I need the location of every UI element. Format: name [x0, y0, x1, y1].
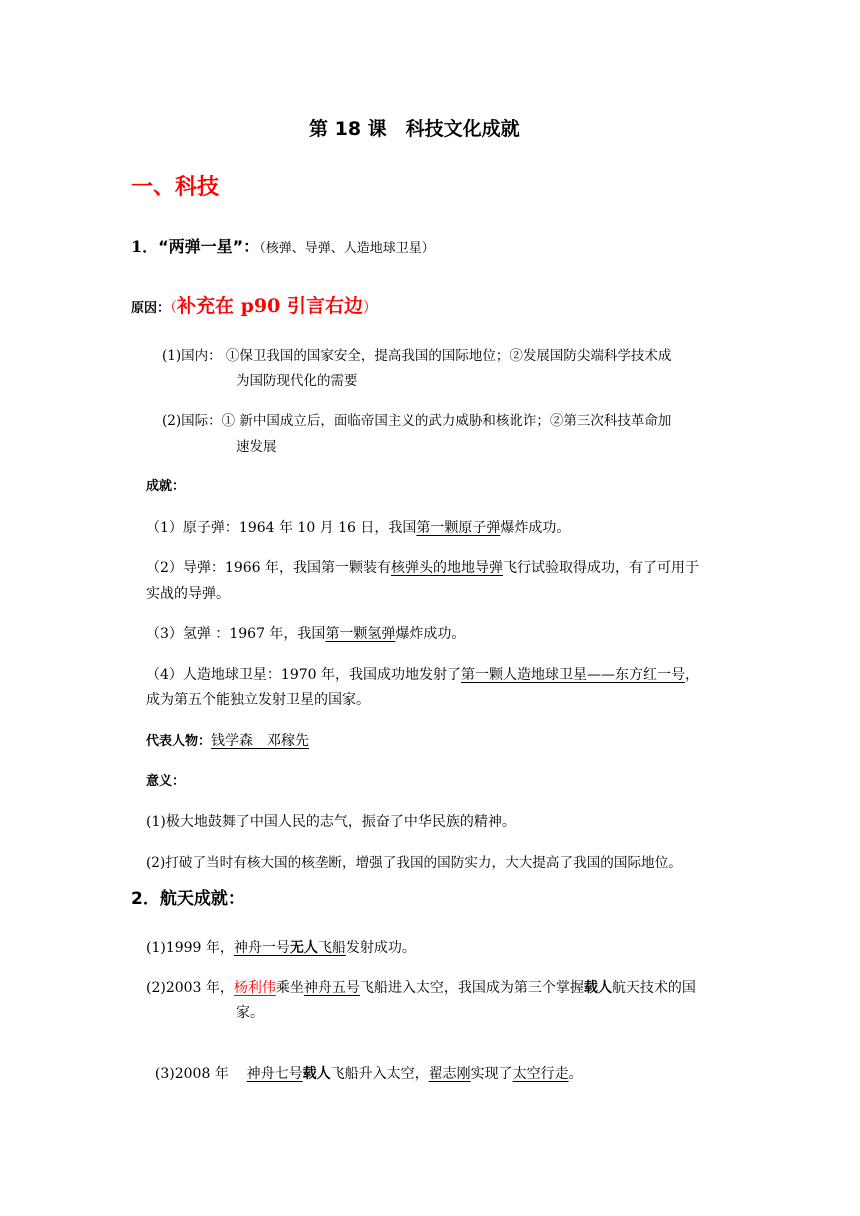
achievement-text: 爆炸成功。 — [395, 626, 466, 642]
space-2003-cont: 家。 — [236, 1005, 264, 1021]
space-text: (3)2008 年 — [154, 1066, 247, 1082]
reason-domestic: (1)国内： ①保卫我国的国家安全，提高我国的国际地位；②发展国防尖端科学技术成 — [162, 348, 672, 364]
achievement-text: （4）人造地球卫星：1970 年，我国成功地发射了 — [146, 667, 461, 683]
astronaut-name: 杨利伟 — [233, 980, 276, 996]
space-text: 发射成功。 — [345, 940, 416, 956]
achievement-text: 爆炸成功。 — [500, 520, 571, 536]
underlined-term: 神舟一号 — [233, 940, 290, 956]
space-2008 — [146, 1044, 583, 1084]
underlined-term: 神舟七号 — [246, 1066, 303, 1082]
achievement-satellite-cont: 成为第五个能独立发射卫星的国家。 — [146, 692, 370, 708]
achievement-text: 飞行试验取得成功，有了可用于 — [503, 560, 699, 576]
reason-note-open: （ — [170, 300, 178, 316]
item1-title: “两弹一星”： — [158, 237, 260, 256]
space-text: 航天技术的国 — [611, 980, 696, 996]
item2-heading: 2．航天成就： — [131, 889, 245, 909]
meaning-2: (2)打破了当时有核大国的核垄断，增强了我国的国防实力，大大提高了我国的国际地位。 — [146, 855, 682, 871]
reason-note: 补充在 p90 引言右边 — [177, 295, 363, 317]
item1-number: 1． — [131, 237, 159, 256]
page-title: 第 18 课 科技文化成就 — [309, 118, 520, 140]
achievement-missile-cont: 实战的导弹。 — [146, 586, 230, 602]
astronaut-name: 翟志刚 — [428, 1066, 471, 1082]
achievement-text: （1）原子弹：1964 年 10 月 16 日，我国 — [146, 520, 417, 536]
meaning-label: 意义： — [146, 774, 186, 789]
achievement-text: （2）导弹：1966 年，我国第一颗装有 — [146, 560, 391, 576]
underlined-term: 飞船 — [317, 940, 346, 956]
item1-heading — [131, 236, 435, 260]
bold-term: 载人 — [302, 1066, 331, 1082]
reason-international: (2)国际：① 新中国成立后，面临帝国主义的武力威胁和核讹诈；②第三次科技革命加 — [162, 413, 672, 429]
space-2003 — [146, 978, 696, 998]
achievement-text: ， — [685, 667, 699, 683]
people-names: 钱学森 邓稼先 — [211, 733, 310, 749]
space-text: 实现了 — [470, 1066, 513, 1082]
meaning-1: (1)极大地鼓舞了中国人民的志气，振奋了中华民族的精神。 — [146, 814, 516, 830]
achievement-atomic-bomb — [146, 518, 570, 538]
underlined-term: 第一颗原子弹 — [416, 520, 501, 536]
reason-note-close: ） — [362, 300, 377, 316]
representative-people — [146, 731, 309, 752]
reason-line — [131, 293, 377, 322]
space-text: (1)1999 年， — [146, 940, 234, 956]
underlined-bold-term: 无人 — [289, 940, 318, 956]
underlined-term: 第一颗氢弹 — [325, 626, 396, 642]
achievement-satellite — [146, 665, 699, 685]
section-heading-science: 一、科技 — [131, 175, 220, 200]
achievement-text: （3）氢弹 ：1967 年，我国 — [146, 626, 326, 642]
space-text: 。 — [568, 1066, 583, 1082]
space-text: 飞船升入太空， — [330, 1066, 429, 1082]
reason-label: 原因： — [131, 301, 171, 316]
achievements-label: 成就： — [146, 479, 186, 494]
underlined-term: 神舟五号 — [303, 980, 360, 996]
item1-note: （核弹、导弹、人造地球卫星） — [259, 241, 435, 256]
people-label: 代表人物： — [146, 734, 212, 749]
space-1999 — [146, 938, 416, 958]
achievement-missile — [146, 558, 699, 578]
reason-domestic-cont: 为国防现代化的需要 — [236, 373, 358, 389]
underlined-term: 核弹头的地地导弹 — [391, 560, 503, 576]
achievement-hydrogen-bomb — [146, 624, 465, 644]
space-text: 飞船进入太空，我国成为第三个掌握 — [359, 980, 584, 996]
underlined-term: 太空行走 — [512, 1066, 569, 1082]
space-text: 乘坐 — [275, 980, 304, 996]
reason-international-cont: 速发展 — [236, 439, 277, 455]
space-text: (2)2003 年， — [146, 980, 234, 996]
bold-term: 载人 — [583, 980, 612, 996]
underlined-term: 第一颗人造地球卫星——东方红一号 — [461, 667, 685, 683]
